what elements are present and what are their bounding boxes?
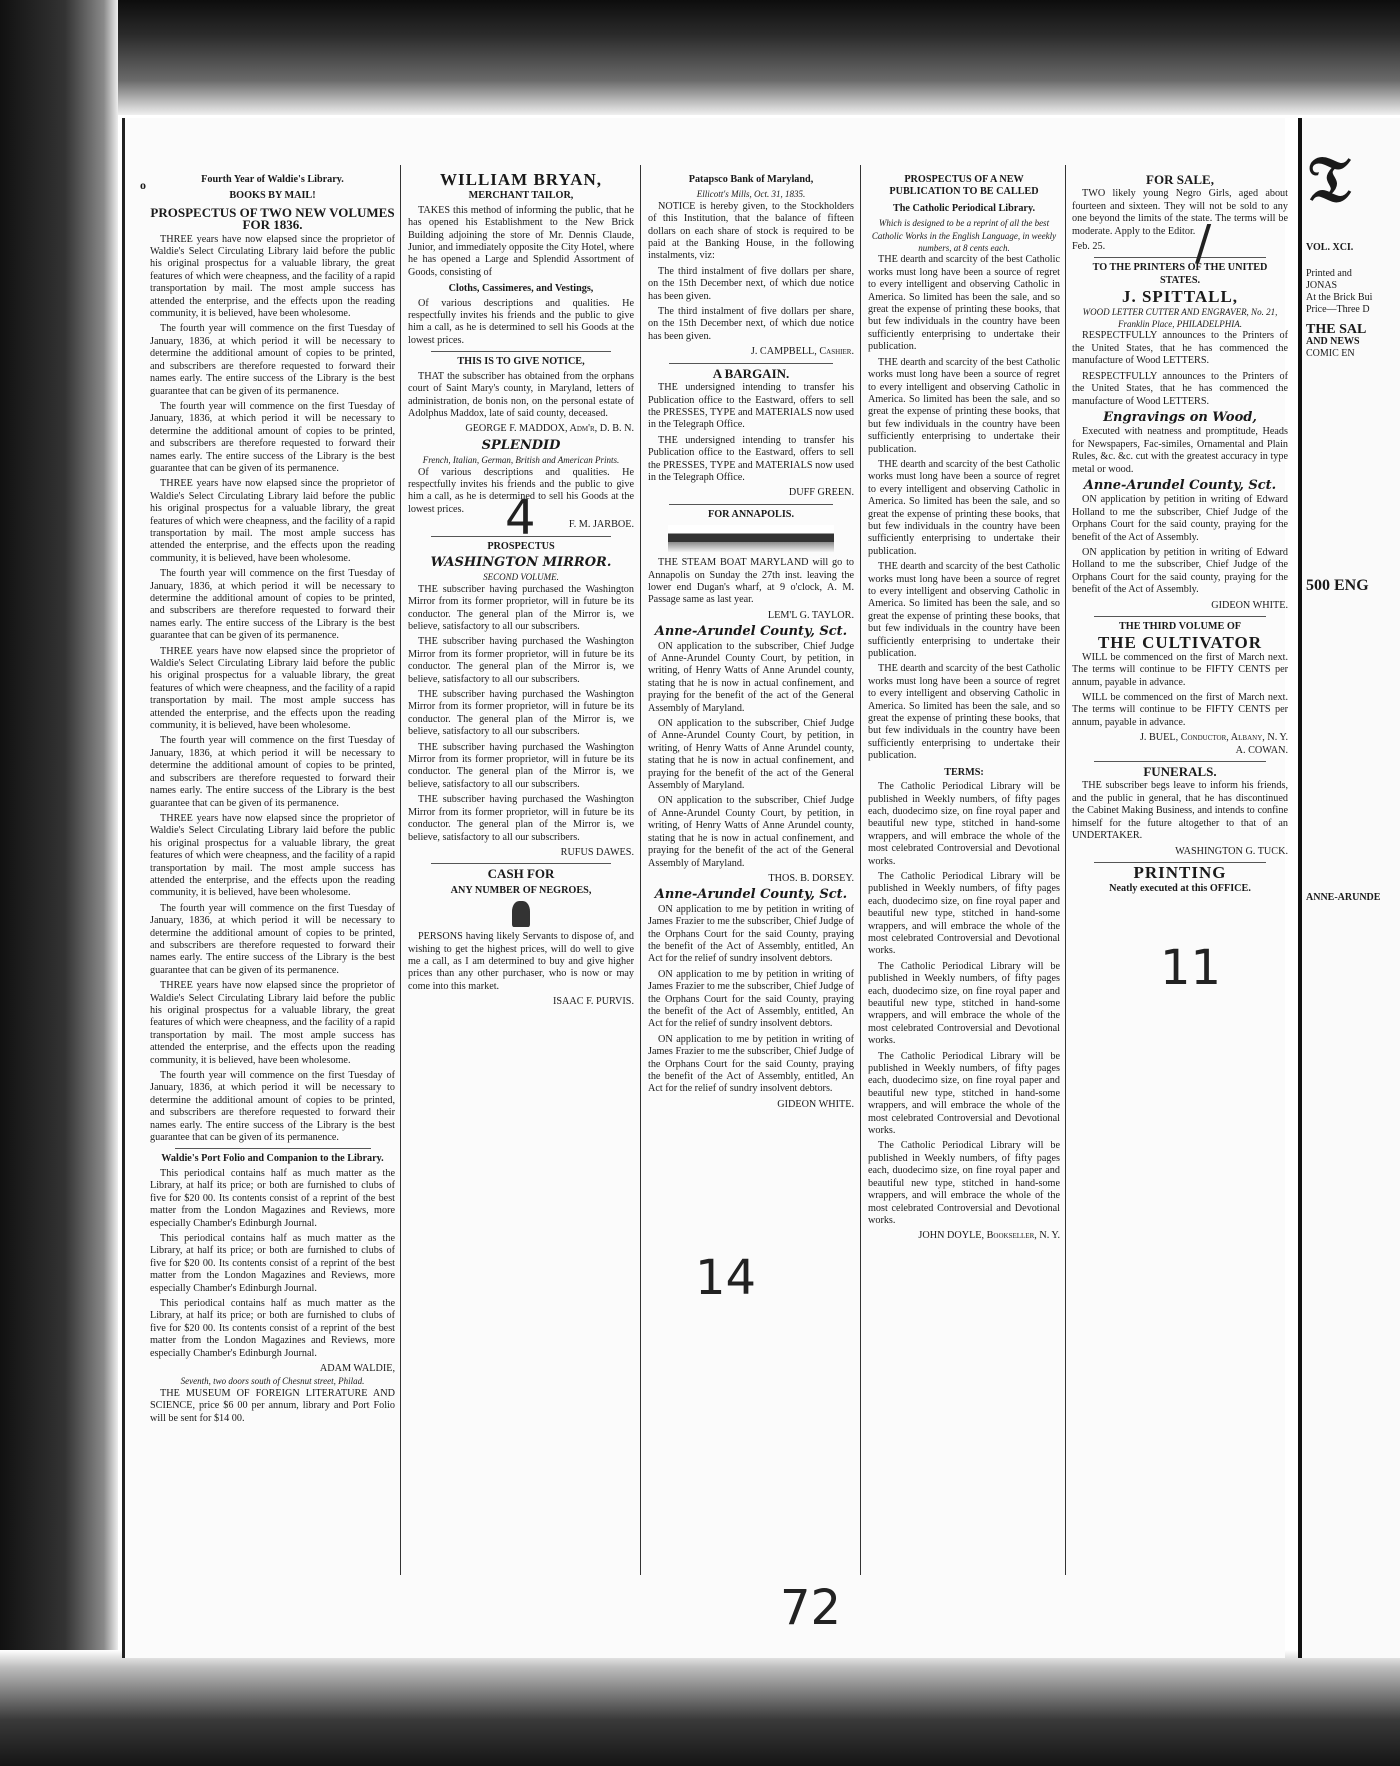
steamboat-woodcut — [668, 525, 834, 553]
edge-text: AND NEWS — [1306, 336, 1360, 347]
paragraph: PERSONS having likely Servants to dispose of, and wishing to get the highest prices, will do well to give me a call, as I am determined to buy and give higher prices than any other purchaser, who is now or may come into this market. — [408, 931, 634, 992]
divider — [175, 1148, 371, 1149]
signature: A. COWAN. — [1235, 744, 1288, 756]
paragraph: THE dearth and scarcity of the best Catholic works must long have been a source of regret to every intelligent and observing Catholic in America. So limited has been the sale, and so great the expense of printing these books, that but few individuals in the country have been sufficiently enterprising to undertake their publication. — [868, 663, 1060, 762]
subheadline: Which is designed to be a reprint of all the best Catholic Works in the English Language, in weekly numbers, at 8 cents each. — [871, 218, 1057, 254]
headline: TO THE PRINTERS OF THE UNITED STATES. — [1092, 262, 1268, 286]
signature: GIDEON WHITE. — [777, 1098, 854, 1110]
scan-border-top — [0, 0, 1400, 115]
signature: JOHN DOYLE, Bookseller, N. Y. — [918, 1230, 1060, 1242]
paragraph: RESPECTFULLY announces to the Printers of the United States, that he has commenced the manufacture of Wood LETTERS. — [1072, 330, 1288, 367]
divider — [1094, 761, 1267, 762]
paragraph: THE MUSEUM OF FOREIGN LITERATURE AND SCIENCE, price $6 00 per annum, library and Port Folio will be sent for $14 00. — [150, 1387, 395, 1424]
column-rule — [640, 165, 641, 1575]
paragraph: THE dearth and scarcity of the best Catholic works must long have been a source of regret to every intelligent and observing Catholic in America. So limited has been the sale, and so great the expense of printing these books, that but few individuals in the country have been sufficiently enterprising to undertake their publication. — [868, 458, 1060, 557]
signature: LEM'L G. TAYLOR. — [767, 609, 854, 621]
column-2 — [408, 170, 634, 1570]
headline: PROSPECTUS OF TWO NEW VOLUMES FOR 1836. — [150, 204, 395, 233]
paragraph: ON application to me by petition in writing of James Frazier to me the subscriber, Chief Judge of the Orphans Court for the said County, praying the benefit of the Act of Assembly, entitled, An Act for the relief of sundry insolvent debtors. — [648, 1033, 854, 1095]
paragraph: THE dearth and scarcity of the best Catholic works must long have been a source of regret to every intelligent and observing Catholic in America. So limited has been the sale, and so great the expense of printing these books, that but few individuals in the country have been sufficiently enterprising to undertake their publication. — [868, 254, 1060, 353]
paragraph: THE undersigned intending to transfer his Publication office to the Eastward, offers to sell the PRESSES, TYPE and MATERIALS now used in the Telegraph Office. — [648, 382, 854, 431]
paragraph: The fourth year will commence on the first Tuesday of January, 1836, at which period it will be necessary to determine the additional amount of copies to be printed, and subscribers are therefore requested to forward their names early. The entire success of the Library is the best guarantee that can be given of its permanence. — [150, 568, 395, 642]
paragraph: Executed with neatness and promptitude, Heads for Newspapers, Fac-similes, Ornamental and Plain Rules, &c. &c. cut with the greatest accuracy in type metal or wood. — [1072, 426, 1288, 475]
paragraph: THREE years have now elapsed since the proprietor of Waldie's Select Circulating Library laid before the public his original prospectus for a valuable library, the great features of which were cheapness, and the facility of a rapid transportation by mail. The most ample success has attended the enterprise, and the effects upon the reading community, it is believed, have been wholesome. — [150, 478, 395, 564]
paragraph: This periodical contains half as much matter as the Library, at half its price; or both are furnished to clubs of five for $20 00. Its contents consist of a reprint of the best matter from the London Magazines and Reviews, more especially Chamber's Edinburgh Journal. — [150, 1297, 395, 1359]
headline: PRINTING — [1133, 862, 1227, 882]
paragraph: The Catholic Periodical Library will be published in Weekly numbers, of fifty pages each, duodecimo size, on fine royal paper and beautiful new type, stitched in hand-some wrappers, and will embrace the whole of the most celebrated Controversial and Devotional works. — [868, 781, 1060, 867]
signature: J. BUEL, Conductor, Albany, N. Y. — [1139, 732, 1288, 744]
volume-label: VOL. XCI. — [1306, 242, 1354, 253]
paragraph: The third instalment of five dollars per share, on the 15th December next, of which due notice has been given. — [648, 306, 854, 342]
paragraph: THE dearth and scarcity of the best Catholic works must long have been a source of regret to every intelligent and observing Catholic in America. So limited has been the sale, and so great the expense of printing these books, that but few individuals in the country have been sufficiently enterprising to undertake their publication. — [868, 356, 1060, 455]
paragraph: THREE years have now elapsed since the proprietor of Waldie's Select Circulating Library laid before the public his original prospectus for a valuable library, the great features of which were cheapness, and the facility of a rapid transportation by mail. The most ample success has attended the enterprise, and the effects upon the reading community, it is believed, have been wholesome. — [150, 645, 395, 732]
paragraph: The Catholic Periodical Library will be published in Weekly numbers, of fifty pages each, duodecimo size, on fine royal paper and beautiful new type, stitched in hand-some wrappers, and will embrace the whole of the most celebrated Controversial and Devotional works. — [868, 1140, 1060, 1226]
headline: SPLENDID — [481, 437, 561, 453]
headline: THE THIRD VOLUME OF — [1119, 621, 1241, 632]
edge-text: COMIC EN — [1306, 348, 1355, 359]
handwritten-mark: 14 — [695, 1250, 757, 1306]
paragraph: THAT the subscriber has obtained from the orphans court of Saint Mary's county, in Maryland, letters of administration, de bonis non, on the personal estate of Adolphus Maddox, late of said county, deceased. — [408, 370, 634, 419]
signature: ISAAC F. PURVIS. — [552, 996, 634, 1008]
paragraph: THE STEAM BOAT MARYLAND will go to Annapolis on Sunday the 27th inst. leaving the lower end Dugan's wharf, at 9 o'clock, A. M. Passage same as last year. — [648, 557, 854, 606]
headline: Anne-Arundel County, Sct. — [654, 887, 848, 903]
subheadline: SECOND VOLUME. — [483, 572, 559, 583]
paragraph: RESPECTFULLY announces to the Printers of the United States, that he has commenced the manufacture of Wood LETTERS. — [1072, 370, 1288, 407]
paragraph: ON application to the subscriber, Chief Judge of Anne-Arundel County Court, by petition, in writing, of Henry Watts of Anne Arundel county, stating that he is now in actual confinement, and praying for the benefit of the act of the General Assembly of Maryland. — [648, 640, 854, 714]
paragraph: The fourth year will commence on the first Tuesday of January, 1836, at which period it will be necessary to determine the additional amount of copies to be printed, and subscribers are therefore requested to forward their names early. The entire success of the Library is the best guarantee that can be given of its permanence. — [150, 400, 395, 474]
edge-text: THE SAL — [1306, 322, 1367, 337]
headline: PROSPECTUS OF A NEW PUBLICATION TO BE CALLED — [889, 174, 1039, 198]
masthead-letter: 𝔗 — [1308, 144, 1351, 215]
column-rule — [400, 165, 401, 1575]
edge-text: 500 ENG — [1306, 577, 1369, 594]
headline: PROSPECTUS — [487, 540, 555, 552]
headline: Anne-Arundel County, Sct. — [1083, 477, 1277, 493]
paragraph: ON application to me by petition in writing of James Frazier to me the subscriber, Chief Judge of the Orphans Court for the said County, praying the benefit of the Act of Assembly, entitled, An Act for the relief of sundry insolvent debtors. — [648, 968, 854, 1030]
subheadline: French, Italian, German, British and American Prints. — [422, 455, 620, 466]
headline: Fourth Year of Waldie's Library. — [201, 174, 344, 185]
signature: J. CAMPBELL, Cashier. — [750, 346, 854, 358]
headline: MERCHANT TAILOR, — [468, 190, 574, 202]
paragraph: THE dearth and scarcity of the best Catholic works must long have been a source of regret to every intelligent and observing Catholic in America. So limited has been the sale, and so great the expense of printing these books, that but few individuals in the country have been sufficiently enterprising to undertake their publication. — [868, 561, 1060, 660]
headline: Cloths, Cassimeres, and Vestings, — [448, 283, 594, 295]
handwritten-mark: 4 — [505, 490, 536, 546]
paragraph: The fourth year will commence on the first Tuesday of January, 1836, at which period it will be necessary to determine the additional amount of copies to be printed, and subscribers are therefore requested to forward their names early. The entire success of the Library is the best guarantee that can be given of its permanence. — [150, 323, 395, 397]
paragraph: The fourth year will commence on the first Tuesday of January, 1836, at which period it will be necessary to determine the additional amount of copies to be printed, and subscribers are therefore requested to forward their names early. The entire success of the Library is the best guarantee that can be given of its permanence. — [150, 735, 395, 809]
headline: THE CULTIVATOR — [1097, 633, 1263, 653]
paragraph: THE subscriber having purchased the Washington Mirror from its former proprietor, will in future be its conductor. The general plan of the Mirror is, we believe, satisfactory to all our subscribers. — [408, 689, 634, 738]
dateline: Feb. 25. — [1072, 241, 1106, 253]
handwritten-mark: / — [1195, 215, 1212, 271]
headline: BOOKS BY MAIL! — [229, 190, 316, 202]
edge-text: At the Brick Bui — [1306, 292, 1373, 303]
headline: The Catholic Periodical Library. — [892, 202, 1036, 214]
headline: WASHINGTON MIRROR. — [430, 554, 612, 570]
column-4 — [868, 170, 1060, 1570]
edge-text: ANNE-ARUNDE — [1306, 892, 1381, 903]
divider — [431, 351, 612, 352]
paragraph: The third instalment of five dollars per share, on the 15th December next, of which due notice has been given. — [648, 265, 854, 302]
divider — [431, 863, 612, 864]
adjacent-page-edge — [1298, 118, 1400, 1658]
paragraph: THE subscriber having purchased the Washington Mirror from its former proprietor, will in future be its conductor. The general plan of the Mirror is, we believe, satisfactory to all our subscribers. — [408, 636, 634, 685]
edge-text: Printed and — [1306, 268, 1352, 279]
paragraph: THE undersigned intending to transfer his Publication office to the Eastward, offers to sell the PRESSES, TYPE and MATERIALS now used in the Telegraph Office. — [648, 434, 854, 483]
headline: FOR SALE, — [1146, 172, 1214, 187]
paragraph: The Catholic Periodical Library will be published in Weekly numbers, of fifty pages each, duodecimo size, on fine royal paper and beautiful new type, stitched in hand-some wrappers, and will embrace the whole of the most celebrated Controversial and Devotional works. — [868, 1050, 1060, 1137]
paragraph: THREE years have now elapsed since the proprietor of Waldie's Select Circulating Library laid before the public his original prospectus for a valuable library, the great features of which were cheapness, and the facility of a rapid transportation by mail. The most ample success has attended the enterprise, and the effects upon the reading community, it is believed, have been wholesome. — [150, 233, 395, 320]
column-1 — [150, 170, 395, 1570]
paragraph: This periodical contains half as much matter as the Library, at half its price; or both are furnished to clubs of five for $20 00. Its contents consist of a reprint of the best matter from the London Magazines and Reviews, more especially Chamber's Edinburgh Journal. — [150, 1232, 395, 1294]
edge-text: Price—Three D — [1306, 304, 1370, 315]
paragraph: NOTICE is hereby given, to the Stockholders of this Institution, that the balance of fifteen dollars on each share of stock is required to be paid at the Banking House, in the following instalments, viz: — [648, 200, 854, 262]
paragraph: The Catholic Periodical Library will be published in Weekly numbers, of fifty pages each, duodecimo size, on fine royal paper and beautiful new type, stitched in hand-some wrappers, and will embrace the whole of the most celebrated Controversial and Devotional works. — [868, 870, 1060, 957]
divider — [1094, 257, 1267, 258]
headline: WILLIAM BRYAN, — [439, 170, 603, 189]
paragraph: Of various descriptions and qualities. He respectfully invites his friends and the public to give him a call, as he is determined to sell his Goods at the lowest prices. — [408, 466, 634, 515]
headline: CASH FOR — [487, 866, 555, 882]
paragraph: THREE years have now elapsed since the proprietor of Waldie's Select Circulating Library laid before the public his original prospectus for a valuable library, the great features of which were cheapness, and the facility of a rapid transportation by mail. The most ample success has attended the enterprise, and the effects upon the reading community, it is believed, have been wholesome. — [150, 812, 395, 899]
headline: J. SPITTALL, — [1121, 287, 1239, 307]
woodcut-figure — [512, 901, 530, 927]
paragraph: THE subscriber having purchased the Washington Mirror from its former proprietor, will in future be its conductor. The general plan of the Mirror is, we believe, satisfactory to all our subscribers. — [408, 741, 634, 790]
headline: Patapsco Bank of Maryland, — [688, 174, 814, 185]
paragraph: ON application by petition in writing of Edward Holland to me the subscriber, Chief Judge of the Orphans Court for the said county, praying for the benefit of the Act of Assembly. — [1072, 546, 1288, 596]
handwritten-mark: 72 — [780, 1580, 842, 1636]
edge-text: JONAS — [1306, 280, 1338, 291]
column-5 — [1072, 170, 1288, 1570]
paragraph: ON application to me by petition in writing of James Frazier to me the subscriber, Chief Judge of the Orphans Court for the said County, praying the benefit of the Act of Assembly, entitled, An Act for the relief of sundry insolvent debtors. — [648, 903, 854, 965]
paragraph: WILL be commenced on the first of March next. The terms will continue to be FIFTY CENTS per annum, payable in advance. — [1072, 692, 1288, 728]
headline: Anne-Arundel County, Sct. — [654, 624, 848, 640]
paragraph: THE subscriber begs leave to inform his friends, and the public in general, that he has discontinued the Cabinet Making Business, and intends to confine himself for the future altogether to that of an UNDERTAKER. — [1072, 780, 1288, 842]
paragraph: Of various descriptions and qualities. He respectfully invites his friends and the public to give him a call, as he is determined to sell his Goods at the lowest prices. — [408, 297, 634, 346]
column-3 — [648, 170, 854, 1570]
paragraph: This periodical contains half as much matter as the Library, at half its price; or both are furnished to clubs of five for $20 00. Its contents consist of a reprint of the best matter from the London Magazines and Reviews, more especially Chamber's Edinburgh Journal. — [150, 1167, 395, 1229]
paragraph: The Catholic Periodical Library will be published in Weekly numbers, of fifty pages each, duodecimo size, on fine royal paper and beautiful new type, stitched in hand-some wrappers, and will embrace the whole of the most celebrated Controversial and Devotional works. — [868, 960, 1060, 1047]
signature: WASHINGTON G. TUCK. — [1175, 845, 1288, 857]
headline: ANY NUMBER OF NEGROES, — [450, 884, 592, 896]
signature: GIDEON WHITE. — [1211, 599, 1288, 611]
signature: THOS. B. DORSEY. — [768, 872, 854, 884]
headline: TERMS: — [944, 766, 984, 778]
signature: GEORGE F. MADDOX, Adm'r, D. B. N. — [465, 423, 634, 435]
paragraph: TWO likely young Negro Girls, aged about fourteen and sixteen. They will not be sold to any one beyond the limits of the state. The terms will be moderate. Apply to the Editor. — [1072, 188, 1288, 237]
signature: RUFUS DAWES. — [560, 846, 634, 858]
dateline: Ellicott's Mills, Oct. 31, 1835. — [696, 189, 806, 200]
paragraph: TAKES this method of informing the public, that he has opened his Establishment to the New Brick Building adjoining the store of Mr. Dennis Claude, Junior, and immediately opposite the City Hotel, where he has opened a Large and Splendid Assortment of Goods, consisting of — [408, 204, 634, 278]
headline: Neatly executed at this OFFICE. — [1109, 883, 1251, 895]
divider — [669, 363, 834, 364]
paragraph: ON application by petition in writing of Edward Holland to me the subscriber, Chief Judge of the Orphans Court for the said county, praying for the benefit of the Act of Assembly. — [1072, 494, 1288, 543]
signature: F. M. JARBOE. — [568, 519, 634, 531]
headline: Waldie's Port Folio and Companion to the Library. — [161, 1153, 384, 1165]
page-number: o — [140, 178, 146, 192]
signature: DUFF GREEN. — [788, 487, 854, 499]
headline: A BARGAIN. — [712, 365, 790, 381]
address: Seventh, two doors south of Chesnut street, Philad. — [180, 1376, 365, 1387]
headline: FUNERALS. — [1143, 764, 1217, 780]
headline: Engravings on Wood, — [1103, 409, 1257, 425]
scan-border-bottom — [0, 1650, 1400, 1766]
headline: THIS IS TO GIVE NOTICE, — [457, 356, 585, 368]
column-rule — [860, 165, 861, 1575]
signature: ADAM WALDIE, — [319, 1362, 395, 1374]
subheadline: WOOD LETTER CUTTER AND ENGRAVER, No. 21, Franklin Place, PHILADELPHIA. — [1082, 306, 1278, 330]
paragraph: WILL be commenced on the first of March next. The terms will continue to be FIFTY CENTS per annum, payable in advance. — [1072, 651, 1288, 688]
paragraph: The fourth year will commence on the first Tuesday of January, 1836, at which period it will be necessary to determine the additional amount of copies to be printed, and subscribers are therefore requested to forward their names early. The entire success of the Library is the best guarantee that can be given of its permanence. — [150, 902, 395, 976]
column-rule — [1065, 165, 1066, 1575]
headline: FOR ANNAPOLIS. — [707, 508, 795, 520]
divider — [1094, 616, 1267, 617]
paragraph: THREE years have now elapsed since the proprietor of Waldie's Select Circulating Library laid before the public his original prospectus for a valuable library, the great features of which were cheapness, and the facility of a rapid transportation by mail. The most ample success has attended the enterprise, and the effects upon the reading community, it is believed, have been wholesome. — [150, 980, 395, 1066]
divider — [669, 504, 834, 505]
scan-border-left — [0, 0, 118, 1766]
paragraph: ON application to the subscriber, Chief Judge of Anne-Arundel County Court, by petition, in writing, of Henry Watts of Anne Arundel county, stating that he is now in actual confinement, and praying for the benefit of the act of the General Assembly of Maryland. — [648, 795, 854, 869]
handwritten-mark: 11 — [1160, 940, 1222, 996]
paragraph: THE subscriber having purchased the Washington Mirror from its former proprietor, will in future be its conductor. The general plan of the Mirror is, we believe, satisfactory to all our subscribers. — [408, 794, 634, 843]
paragraph: ON application to the subscriber, Chief Judge of Anne-Arundel County Court, by petition, in writing, of Henry Watts of Anne Arundel county, stating that he is now in actual confinement, and praying for the benefit of the act of the General Assembly of Maryland. — [648, 718, 854, 792]
paragraph: THE subscriber having purchased the Washington Mirror from its former proprietor, will in future be its conductor. The general plan of the Mirror is, we believe, satisfactory to all our subscribers. — [408, 583, 634, 632]
paragraph: The fourth year will commence on the first Tuesday of January, 1836, at which period it will be necessary to determine the additional amount of copies to be printed, and subscribers are therefore requested to forward their names early. The entire success of the Library is the best guarantee that can be given of its permanence. — [150, 1070, 395, 1144]
